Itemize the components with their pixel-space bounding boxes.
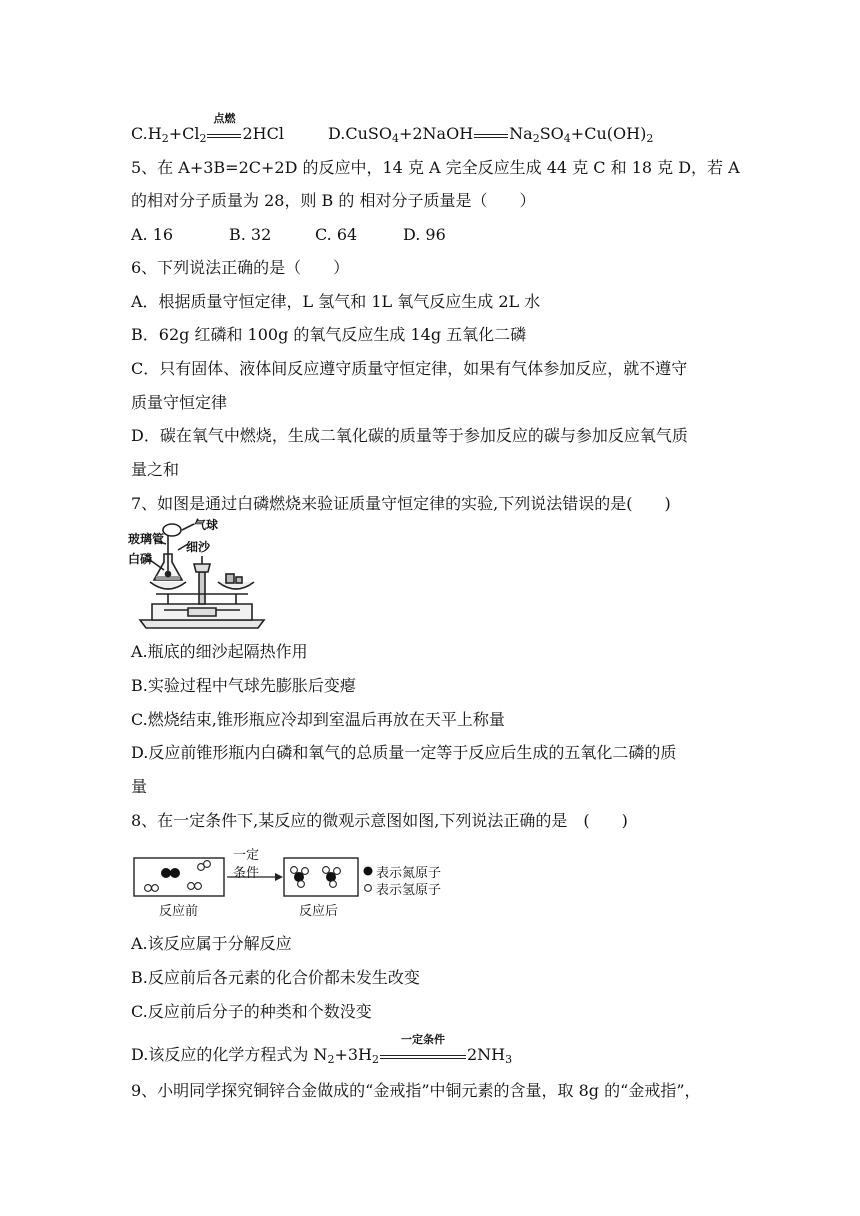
- q5-option-a: A. 16: [131, 225, 174, 244]
- h2-atom: [204, 861, 211, 868]
- legend-h-marker: [365, 885, 372, 892]
- q5-stem-line2: 的相对分子质量为 28，则 B 的 相对分子质量是（ ）: [131, 191, 536, 210]
- q7-option-b: B.实验过程中气球先膨胀后变瘪: [131, 676, 356, 695]
- q6-option-d-line2: 量之和: [131, 460, 180, 479]
- q5-options: [131, 225, 446, 245]
- q5-stem-line1: 5、在 A+3B=2C+2D 的反应中，14 克 A 完全反应生成 44 克 C 和 18 克 D，若 A: [131, 158, 740, 177]
- q4-option-c: $C.H_2+Cl_2$ 点燃 2HCl: [131, 124, 284, 144]
- h2-atom: [152, 885, 159, 892]
- q7-option-d-line1: D.反应前锥形瓶内白磷和氧气的总质量一定等于反应后生成的五氧化二磷的质: [131, 743, 677, 762]
- legend-h-text: 表示氢原子: [376, 883, 442, 898]
- condition-text: 点燃: [213, 112, 236, 125]
- arrow-condition-top: 一定: [233, 848, 260, 863]
- q6-option-c-line2: 质量守恒定律: [131, 393, 228, 412]
- q4-option-d: D.CuSO$_4$+2NaOH $Na_2SO_4+Cu(OH)_2$: [328, 124, 654, 145]
- q8-option-d: D.该反应的化学方程式为 $N_2+3H_2$ 一定条件 $2NH_3$: [131, 1045, 512, 1065]
- balance-apparatus-figure: [128, 516, 276, 634]
- legend-n-text: 表示氮原子: [376, 866, 442, 881]
- q8-option-c: C.反应前后分子的种类和个数没变: [131, 1002, 372, 1021]
- before-label: 反应前: [159, 904, 199, 919]
- equation-condition-arrow: [380, 1033, 466, 1065]
- arrow-head: [275, 873, 283, 881]
- n2-atom: [170, 868, 180, 878]
- q8-stem: 8、在一定条件下,某反应的微观示意图如图,下列说法正确的是 ( ): [131, 811, 628, 830]
- label-white-phosphorus: 白磷: [128, 552, 153, 566]
- condition-text: 一定条件: [400, 1033, 445, 1046]
- n2-atom: [161, 868, 171, 878]
- q6-stem: 6、下列说法正确的是（ ）: [131, 258, 350, 277]
- q9-stem-line1: 9、小明同学探究铜锌合金做成的“金戒指”中铜元素的含量，取 8g 的“金戒指”，: [131, 1081, 701, 1100]
- q8-option-b: B.反应前后各元素的化合价都未发生改变: [131, 968, 420, 987]
- label-balloon: 气球: [194, 518, 219, 532]
- h2-atom: [188, 883, 195, 890]
- q7-stem: 7、如图是通过白磷燃烧来验证质量守恒定律的实验,下列说法错误的是( ): [131, 494, 671, 513]
- after-label: 反应后: [299, 904, 339, 919]
- q6-option-b: B．62g 红磷和 100g 的氧气反应生成 14g 五氧化二磷: [131, 325, 527, 344]
- q6-option-a: A．根据质量守恒定律，L 氢气和 1L 氧气反应生成 2L 水: [131, 292, 541, 311]
- arrow-condition-bottom: 条件: [233, 866, 260, 881]
- q8-option-a: A.该反应属于分解反应: [131, 934, 292, 953]
- label-fine-sand: 细沙: [186, 540, 211, 554]
- q5-option-d: D. 96: [403, 225, 446, 244]
- legend-n-marker: [364, 867, 373, 876]
- h2-atom: [145, 885, 152, 892]
- h2-atom: [195, 883, 202, 890]
- q5-option-b: B. 32: [229, 225, 272, 244]
- q6-option-d-line1: D．碳在氧气中燃烧，生成二氧化碳的质量等于参加反应的碳与参加反应氧气质: [131, 426, 688, 445]
- q7-option-a: A.瓶底的细沙起隔热作用: [131, 642, 308, 661]
- label-glass-tube: 玻璃管: [128, 532, 165, 546]
- q7-option-c: C.燃烧结束,锥形瓶应冷却到室温后再放在天平上称量: [131, 710, 505, 729]
- q5-option-c: C. 64: [315, 225, 358, 244]
- q7-option-d-line2: 量: [131, 777, 148, 796]
- q6-option-c-line1: C．只有固体、液体间反应遵守质量守恒定律，如果有气体参加反应，就不遵守: [131, 359, 688, 378]
- equation-condition-arrow: [207, 112, 241, 144]
- reaction-microscopic-figure: [131, 844, 471, 920]
- equation-equals-sign: [474, 124, 508, 144]
